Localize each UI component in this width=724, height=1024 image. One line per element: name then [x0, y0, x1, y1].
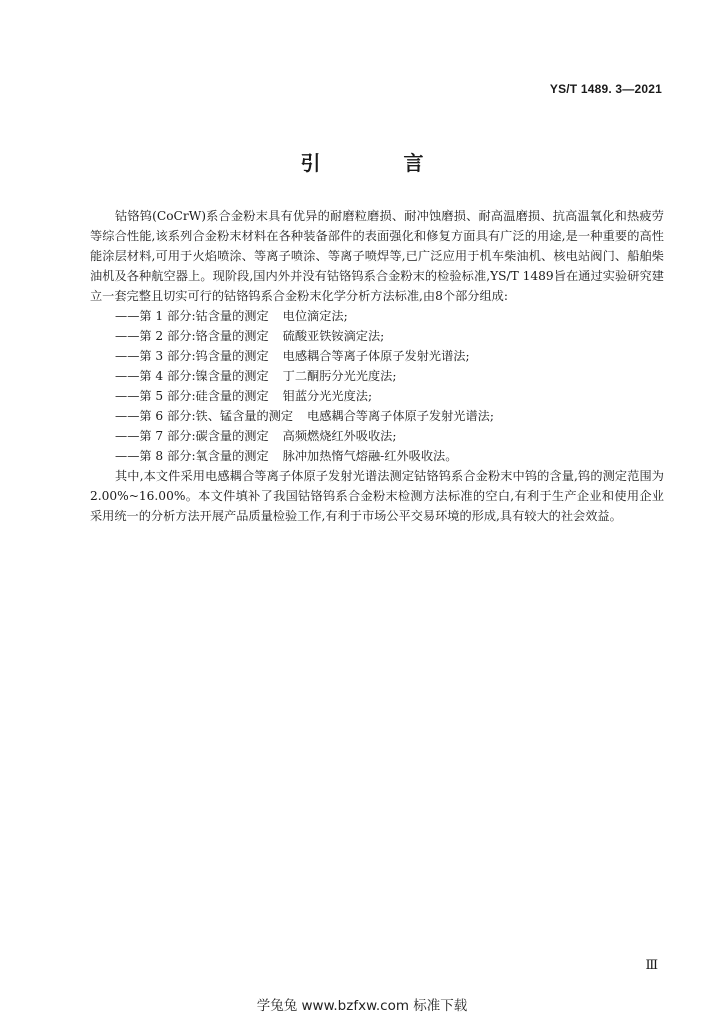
- standard-number: YS/T 1489. 3—2021: [549, 82, 662, 96]
- part-method: 钼蓝分光光度法;: [282, 389, 373, 403]
- part-label: ——第 6 部分:铁、锰含量的测定: [115, 409, 294, 423]
- part-label: ——第 8 部分:氧含量的测定: [115, 449, 269, 463]
- list-item: [90, 366, 664, 386]
- list-item: [90, 426, 664, 446]
- page-title: 引 言: [300, 151, 462, 175]
- download-watermark: 学兔兔 www.bzfxw.com 标准下载: [256, 998, 468, 1014]
- part-method: 硫酸亚铁铵滴定法;: [282, 329, 385, 343]
- document-body: [90, 206, 664, 526]
- part-method: 高频燃烧红外吸收法;: [282, 429, 397, 443]
- list-item: [90, 386, 664, 406]
- part-label: ——第 1 部分:钴含量的测定: [115, 309, 269, 323]
- part-label: ——第 7 部分:碳含量的测定: [115, 429, 269, 443]
- part-method: 丁二酮肟分光光度法;: [282, 369, 397, 383]
- part-method: 电位滴定法;: [282, 309, 348, 323]
- page-number: Ⅲ: [645, 958, 658, 973]
- list-item: [90, 326, 664, 346]
- closing-paragraph: 其中,本文件采用电感耦合等离子体原子发射光谱法测定钴铬钨系合金粉末中钨的含量,钨的测定范围为2.00%~16.00%。本文件填补了我国钴铬钨系合金粉末检测方法标准的空白,有利于生产企业和使用企业采用统一的分析方法开展产品质量检验工作,有利于市场公平交易环境的形成,具有较大的社会效益。: [90, 469, 664, 523]
- part-label: ——第 5 部分:硅含量的测定: [115, 389, 269, 403]
- part-label: ——第 2 部分:铬含量的测定: [115, 329, 269, 343]
- part-label: ——第 3 部分:钨含量的测定: [115, 349, 269, 363]
- list-item: [90, 306, 664, 326]
- intro-paragraph: 钴铬钨(CoCrW)系合金粉末具有优异的耐磨粒磨损、耐冲蚀磨损、耐高温磨损、抗高温氧化和热疲劳等综合性能,该系列合金粉末材料在各种装备部件的表面强化和修复方面具有广泛的用途,是一种重要的高性能涂层材料,可用于火焰喷涂、等离子喷涂、等离子喷焊等,已广泛应用于机车柴油机、核电站阀门、船舶柴油机及各种航空器上。现阶段,国内外并没有钴铬钨系合金粉末的检验标准,YS/T 1489旨在通过实验研究建立一套完整且切实可行的钴铬钨系合金粉末化学分析方法标准,由8个部分组成:: [90, 209, 664, 303]
- part-method: 脉冲加热惰气熔融-红外吸收法。: [282, 449, 458, 463]
- list-item: [90, 446, 664, 466]
- list-item: [90, 346, 664, 366]
- parts-list: [90, 306, 664, 466]
- part-method: 电感耦合等离子体原子发射光谱法;: [282, 349, 470, 363]
- part-method: 电感耦合等离子体原子发射光谱法;: [307, 409, 494, 423]
- part-label: ——第 4 部分:镍含量的测定: [115, 369, 269, 383]
- list-item: [90, 406, 664, 426]
